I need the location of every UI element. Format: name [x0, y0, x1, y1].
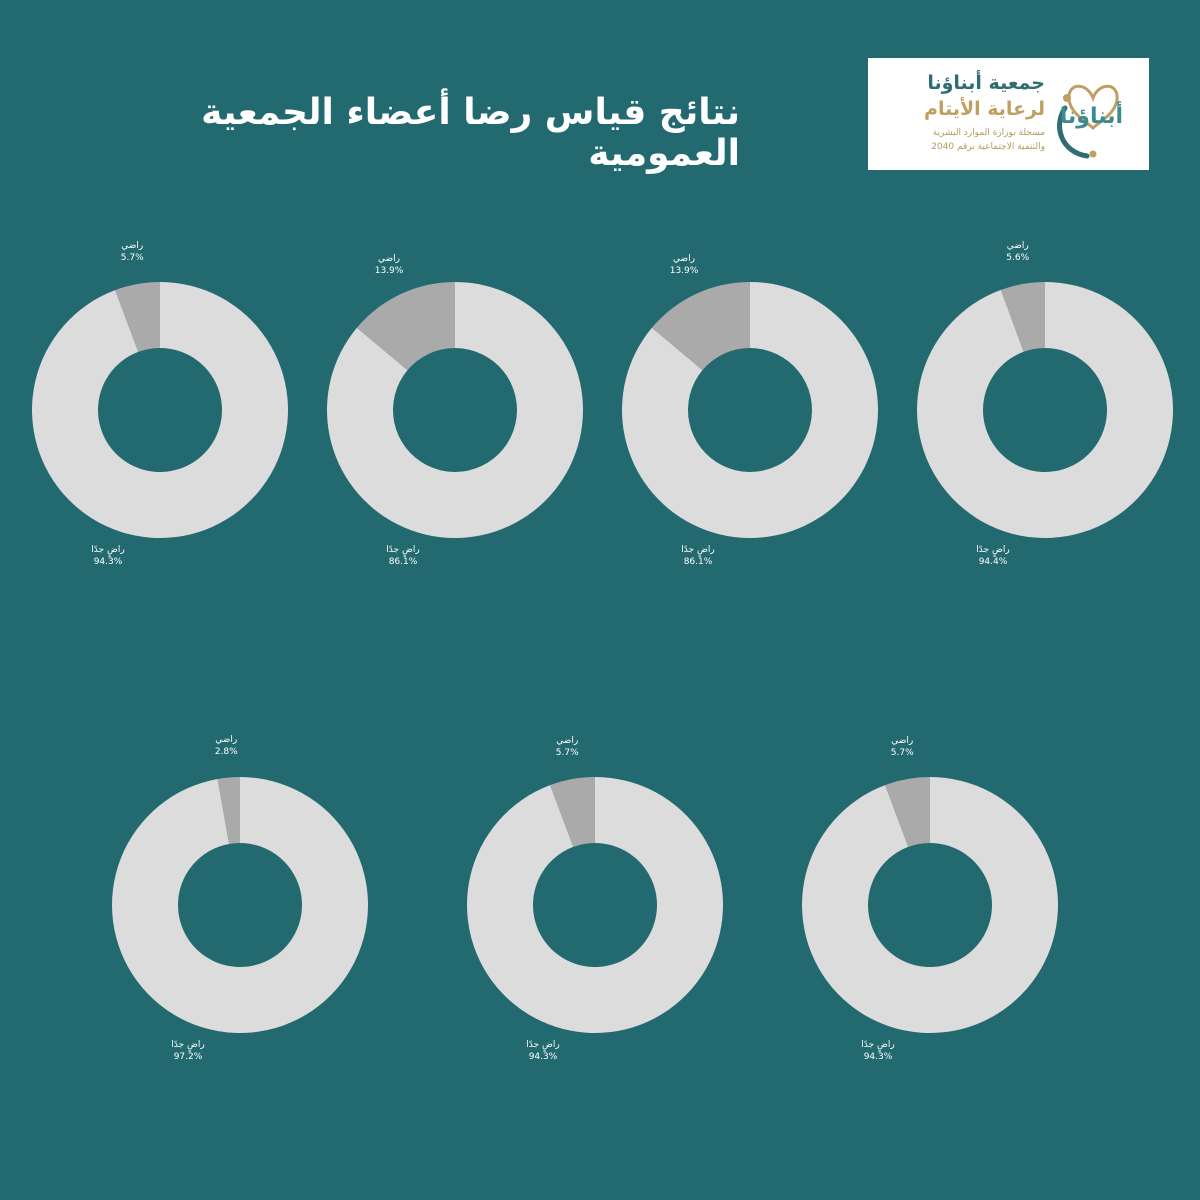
slice-very-satisfied	[802, 777, 1058, 1033]
label-value: 5.6%	[1006, 253, 1030, 264]
slice-satisfied	[357, 282, 455, 370]
slice-very-satisfied	[112, 777, 368, 1033]
slice-very-satisfied	[327, 282, 583, 538]
page-title: نتائج قياس رضا أعضاء الجمعية العمومية	[201, 92, 740, 174]
label-name: راضي	[378, 253, 401, 264]
label-value: 5.7%	[120, 253, 144, 264]
label-value: 13.9%	[669, 265, 699, 276]
slice-label-satisfied	[872, 735, 932, 759]
slice-label-very-satisfied	[373, 544, 433, 568]
label-value: 5.7%	[555, 748, 579, 759]
label-value: 94.4%	[978, 557, 1008, 567]
label-name: راضي	[215, 734, 238, 745]
slice-label-very-satisfied	[668, 544, 728, 568]
label-name: راضٍ جدًا	[91, 545, 125, 555]
label-name: راضي	[673, 253, 696, 264]
slice-label-satisfied	[196, 734, 256, 758]
label-name: راضٍ جدًا	[976, 545, 1010, 555]
slice-label-very-satisfied	[848, 1039, 908, 1063]
slice-satisfied	[218, 777, 240, 844]
label-name: راضي	[556, 736, 579, 747]
logo-line-2: لرعاية الأيتام	[924, 98, 1045, 120]
slice-label-very-satisfied	[963, 544, 1023, 568]
slice-very-satisfied	[467, 777, 723, 1033]
slice-very-satisfied	[32, 282, 288, 538]
slice-satisfied	[885, 777, 930, 847]
slice-label-satisfied	[988, 240, 1048, 264]
slice-label-satisfied	[102, 240, 162, 264]
slice-satisfied	[115, 282, 160, 352]
slice-label-very-satisfied	[158, 1039, 218, 1063]
label-name: راضي	[1006, 241, 1029, 252]
label-value: 5.7%	[890, 748, 914, 759]
label-value: 86.1%	[388, 557, 418, 567]
slice-label-very-satisfied	[513, 1039, 573, 1063]
slice-label-satisfied	[654, 253, 714, 277]
slice-satisfied	[550, 777, 595, 847]
label-name: راضٍ جدًا	[681, 545, 715, 555]
label-value: 97.2%	[173, 1052, 203, 1062]
slice-very-satisfied	[622, 282, 878, 538]
label-name: راضٍ جدًا	[861, 1040, 895, 1050]
slice-satisfied	[652, 282, 750, 370]
logo-wordmark: أبناؤنا	[1059, 104, 1123, 129]
logo	[868, 58, 1149, 170]
label-value: 86.1%	[683, 557, 713, 567]
label-value: 13.9%	[374, 265, 404, 276]
label-name: راضٍ جدًا	[526, 1040, 560, 1050]
slice-label-satisfied	[359, 253, 419, 277]
label-value: 94.3%	[528, 1052, 558, 1062]
label-name: راضي	[891, 736, 914, 747]
label-value: 94.3%	[93, 557, 123, 567]
label-name: راضٍ جدًا	[386, 545, 420, 555]
slice-very-satisfied	[917, 282, 1173, 538]
logo-line-3: مسجلة بوزارة الموارد البشرية	[932, 128, 1045, 138]
logo-line-1: جمعية أبناؤنا	[927, 72, 1045, 94]
label-value: 2.8%	[214, 746, 238, 757]
label-name: راضٍ جدًا	[171, 1040, 205, 1050]
slice-label-very-satisfied	[78, 544, 138, 568]
slice-satisfied	[1001, 282, 1045, 352]
label-value: 94.3%	[863, 1052, 893, 1062]
label-name: راضي	[121, 241, 144, 252]
slice-label-satisfied	[537, 735, 597, 759]
logo-line-4: والتنمية الاجتماعية برقم 2040	[931, 142, 1045, 152]
